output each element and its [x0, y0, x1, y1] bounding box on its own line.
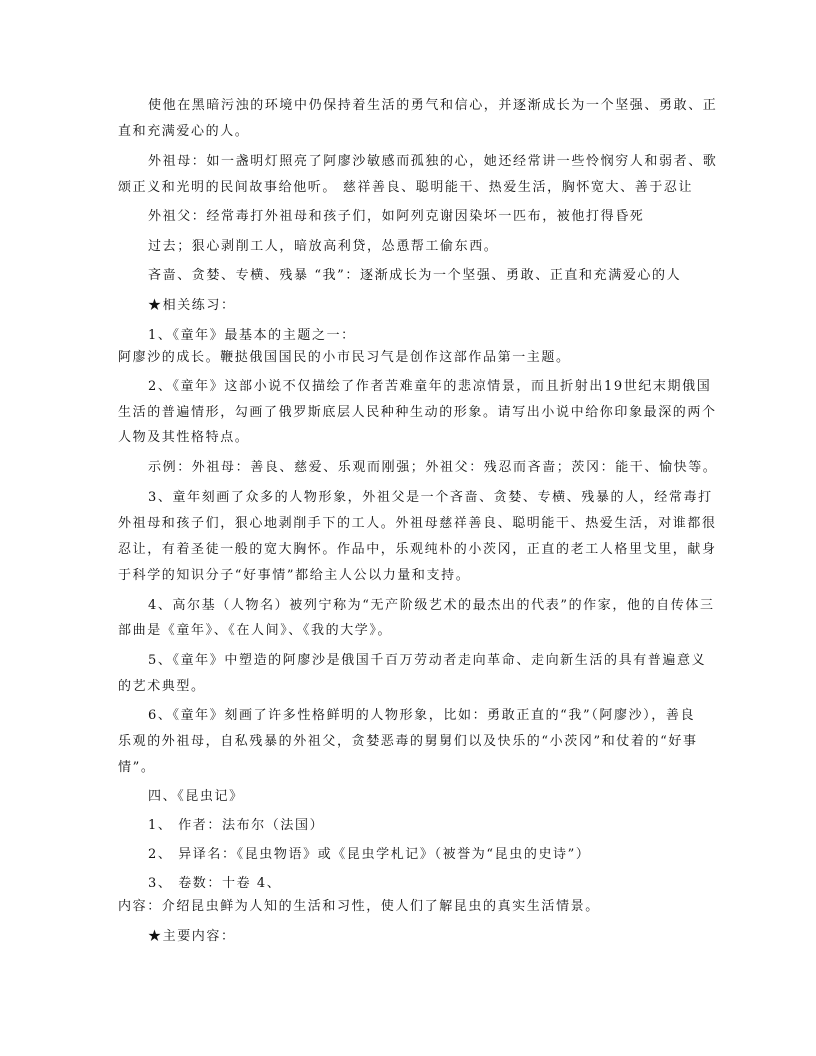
paragraph-line: 颂正义和光明的民间故事给他听。 慈祥善良、聪明能干、热爱生活，胸怀宽大、善于忍让: [118, 180, 694, 195]
paragraph-line: 吝啬、贪婪、专横、残暴 “我”：逐渐成长为一个坚强、勇敢、正直和充满爱心的人: [148, 268, 682, 283]
paragraph-line: 4、高尔基（人物名）被列宁称为“无产阶级艺术的最杰出的代表”的作家，他的自传体三: [148, 598, 715, 613]
section-heading: ★主要内容：: [148, 929, 236, 944]
paragraph-line: 1、 作者：法布尔（法国）: [148, 818, 325, 833]
paragraph-line: 忍让，有着圣徒一般的宽大胸怀。作品中，乐观纯朴的小茨冈，正直的老工人格里戈里，献身: [118, 542, 717, 557]
paragraph-line: 直和充满爱心的人。: [118, 124, 250, 139]
paragraph-line: 2、 异译名：《昆虫物语》或《昆虫学札记》（被誉为“昆虫的史诗”）: [148, 847, 591, 862]
paragraph-line: 的艺术典型。: [118, 679, 206, 694]
paragraph-line: 6、《童年》刻画了许多性格鲜明的人物形象，比如：勇敢正直的“我”（阿廖沙），善良: [148, 708, 696, 723]
paragraph-line: 内容：介绍昆虫鲜为人知的生活和习性，使人们了解昆虫的真实生活情景。: [118, 899, 600, 914]
paragraph-line: 部曲是《童年》、《在人间》、《我的大学》。: [118, 623, 393, 638]
paragraph-line: 3、 卷数：十卷 4、: [148, 876, 282, 891]
paragraph-line: 2、《童年》这部小说不仅描绘了作者苦难童年的悲凉情景，而且折射出19世纪末期俄国: [148, 379, 712, 394]
paragraph-line: 示例：外祖母：善良、慈爱、乐观而刚强；外祖父：残忍而吝啬；茨冈：能干、愉快等。: [148, 460, 718, 475]
paragraph-line: 外祖母和孩子们，狠心地剥削手下的工人。外祖母慈祥善良、聪明能干、热爱生活，对谁都很: [118, 516, 717, 531]
paragraph-line: 于科学的知识分子“好事情”都给主人公以力量和支持。: [118, 568, 471, 583]
paragraph-line: 人物及其性格特点。: [118, 430, 250, 445]
paragraph-line: 使他在黑暗污浊的环境中仍保持着生活的勇气和信心，并逐渐成长为一个坚强、勇敢、正: [148, 98, 718, 113]
paragraph-line: 3、童年刻画了众多的人物形象，外祖父是一个吝啬、贪婪、专横、残暴的人，经常毒打: [148, 490, 713, 505]
paragraph-line: 生活的普遍情形，勾画了俄罗斯底层人民种种生动的形象。请写出小说中给你印象最深的两个: [118, 405, 717, 420]
section-heading: 四、《昆虫记》: [148, 789, 244, 804]
paragraph-line: 情”。: [118, 760, 156, 775]
paragraph-line: 1、《童年》最基本的主题之一：: [148, 328, 356, 343]
paragraph-line: 阿廖沙的成长。鞭挞俄国国民的小市民习气是创作这部作品第一主题。: [118, 350, 571, 365]
paragraph-line: 乐观的外祖母，自私残暴的外祖父，贪婪恶毒的舅舅们以及快乐的“小茨冈”和仗着的“好事: [118, 734, 698, 749]
section-heading: ★相关练习：: [148, 298, 236, 313]
paragraph-line: 外祖父：经常毒打外祖母和孩子们，如阿列克谢因染坏一匹布，被他打得昏死: [148, 209, 645, 224]
paragraph-line: 过去；狠心剥削工人，暗放高利贷，怂恿帮工偷东西。: [148, 239, 499, 254]
paragraph-line: 外祖母：如一盏明灯照亮了阿廖沙敏感而孤独的心，她还经常讲一些怜悯穷人和弱者、歌: [148, 154, 718, 169]
paragraph-line: 5、《童年》中塑造的阿廖沙是俄国千百万劳动者走向革命、走向新生活的具有普遍意义: [148, 653, 707, 668]
